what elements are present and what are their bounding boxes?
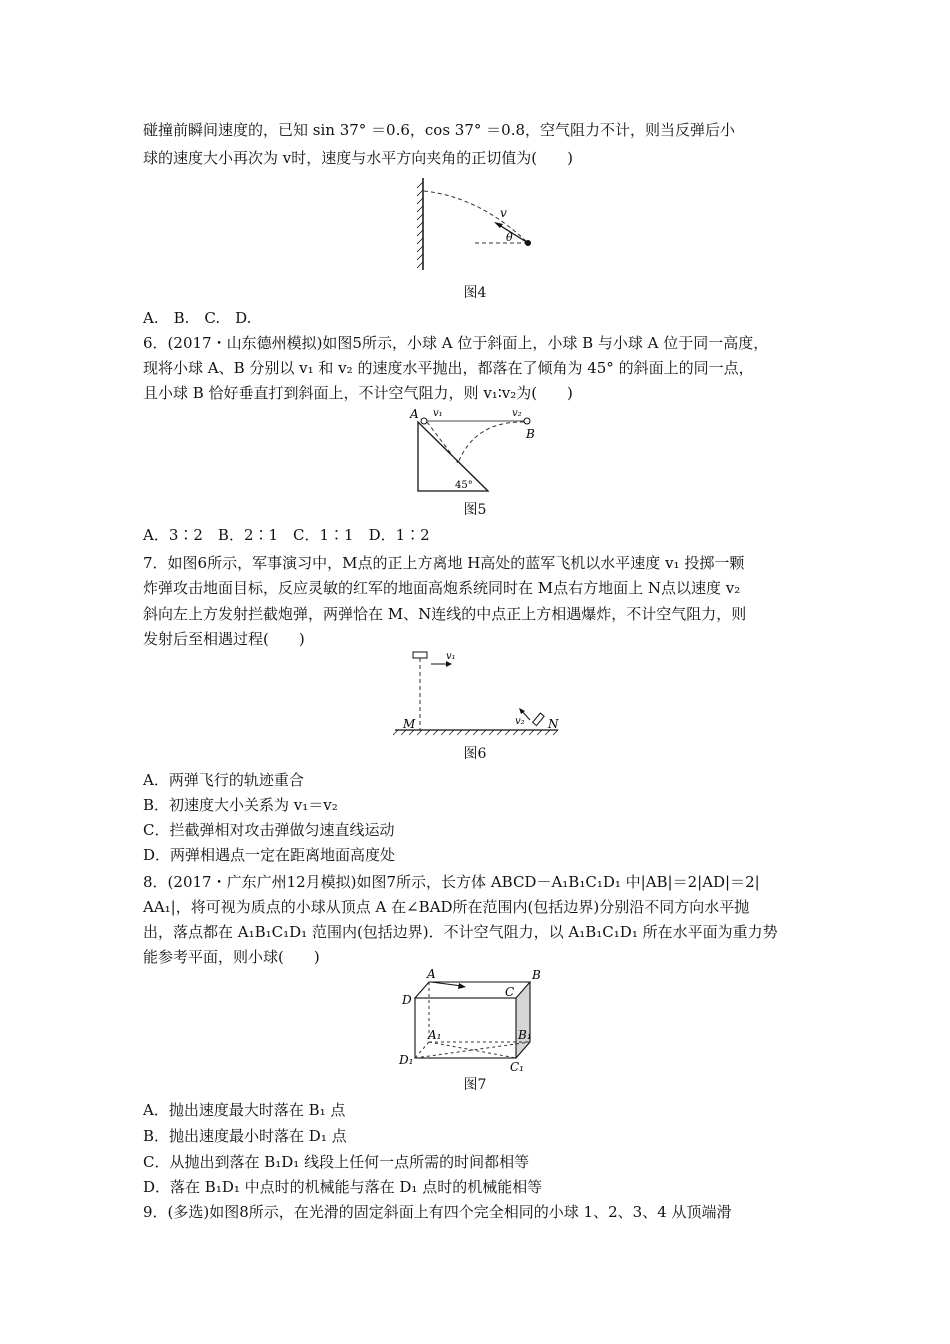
fig5-label-b: B [526,427,535,441]
fig5-trajectory-b [458,422,524,463]
figure-7-caption: 图7 [463,1077,487,1093]
fig6-label-v1: v₁ [446,651,456,662]
q7-text-line-4: 发射后至相遇过程( ) [143,630,305,648]
q7-option-c: C．拦截弹相对攻击弹做匀速直线运动 [143,821,395,839]
q7-text-line-1: 7．如图6所示，军事演习中，M点的正上方离地 H高处的蓝军飞机以水平速度 v₁ 投掷一颗 [143,554,745,572]
q8-text-line-2: AA₁|，将可视为质点的小球从顶点 A 在∠BAD所在范围内(包括边界)分别沿不同方向水平抛 [143,898,750,916]
q6-text-line-1: 6．(2017・山东德州模拟)如图5所示，小球 A 位于斜面上，小球 B 与小球 A 位于同一高度， [143,334,769,352]
fig7-label-a: A [427,967,436,981]
q6-text-line-3: 且小球 B 恰好垂直打到斜面上，不计空气阻力，则 v₁∶v₂为( ) [143,384,573,402]
fig5-label-v2: v₂ [512,408,522,419]
fig6-ground-hatch [393,730,558,735]
figure-6-caption: 图6 [463,746,487,762]
fig7-right-face [516,982,530,1058]
fig7-label-b: B [532,968,541,982]
fig5-label-angle: 45° [455,480,473,491]
figure-5-caption: 图5 [463,502,487,518]
q8-text-line-3: 出，落点都在 A₁B₁C₁D₁ 范围内(包括边界)．不计空气阻力，以 A₁B₁C₁D₁ 所在水平面为重力势 [143,923,778,941]
figure-6 [0,646,950,746]
q7-option-b: B．初速度大小关系为 v₁＝v₂ [143,796,338,814]
fig7-hidden-a1c1 [429,1042,516,1058]
fig4-label-theta: θ [506,231,513,244]
fig7-throw-arrow [431,982,462,986]
q8-option-b: B．抛出速度最小时落在 D₁ 点 [143,1127,347,1145]
fig5-trajectory-a [427,422,458,463]
fig7-label-c: C [505,985,515,999]
q7-option-a: A．两弹飞行的轨迹重合 [143,771,304,789]
figure-7 [0,965,950,1074]
fig6-label-n: N [548,717,559,731]
figure-4-caption: 图4 [463,285,487,301]
fig7-arrowhead [458,983,466,989]
fig4-wall-hatch [417,182,423,268]
q6-text-line-2: 现将小球 A、B 分别以 v₁ 和 v₂ 的速度水平抛出，都落在了倾角为 45° 的斜面上的同一点， [143,359,754,377]
q7-text-line-3: 斜向左上方发射拦截炮弹，两弹恰在 M、N连线的中点正上方相遇爆炸，不计空气阻力，则 [143,605,747,623]
fig7-label-b1: B₁ [518,1028,532,1042]
fig5-ball-b [524,418,530,424]
fig4-ball [525,240,531,246]
fig5-label-a: A [410,407,419,421]
q5-text-line-1: 碰撞前瞬间速度的，已知 sin 37° ＝0.6，cos 37° ＝0.8，空气阻力不计，则当反弹后小 [143,121,736,139]
figure-4 [0,170,950,300]
q8-text-line-1: 8．(2017・广东广州12月模拟)如图7所示，长方体 ABCD－A₁B₁C₁D₁ 中|AB|＝2|AD|＝2| [143,873,760,891]
fig6-cannon-shell [533,713,545,725]
fig7-label-c1: C₁ [510,1060,524,1074]
q7-text-line-2: 炸弹攻击地面目标，反应灵敏的红军的地面高炮系统同时在 M点右方地面上 N点以速度 v₂ [143,579,741,597]
q6-options: A．3∶2 B．2∶1 C．1∶1 D．1∶2 [143,526,430,544]
q7-option-d: D．两弹相遇点一定在距离地面高度处 [143,846,396,864]
fig5-label-v1: v₁ [433,408,443,419]
fig6-airplane [413,652,427,658]
fig6-label-m: M [403,717,416,731]
fig6-label-v2: v₂ [515,716,525,727]
q9-text-line-1: 9．(多选)如图8所示，在光滑的固定斜面上有四个完全相同的小球 1、2、3、4 从顶端滑 [143,1203,732,1221]
figure-5 [0,404,950,494]
q8-text-line-4: 能参考平面，则小球( ) [143,948,320,966]
q8-option-d: D．落在 B₁D₁ 中点时的机械能与落在 D₁ 点时的机械能相等 [143,1178,543,1196]
fig5-ball-a [421,418,427,424]
fig7-hidden-a1d1 [415,1042,429,1058]
fig4-label-v: v [500,206,507,220]
fig7-label-d1: D₁ [399,1053,414,1067]
fig7-label-d: D [402,993,412,1007]
fig7-label-a1: A₁ [428,1028,442,1042]
q8-option-a: A．抛出速度最大时落在 B₁ 点 [143,1101,346,1119]
q5-text-line-2: 球的速度大小再次为 v时，速度与水平方向夹角的正切值为( ) [143,149,573,167]
q5-options: A. B. C. D. [143,309,252,327]
q8-option-c: C．从抛出到落在 B₁D₁ 线段上任何一点所需的时间都相等 [143,1153,530,1171]
